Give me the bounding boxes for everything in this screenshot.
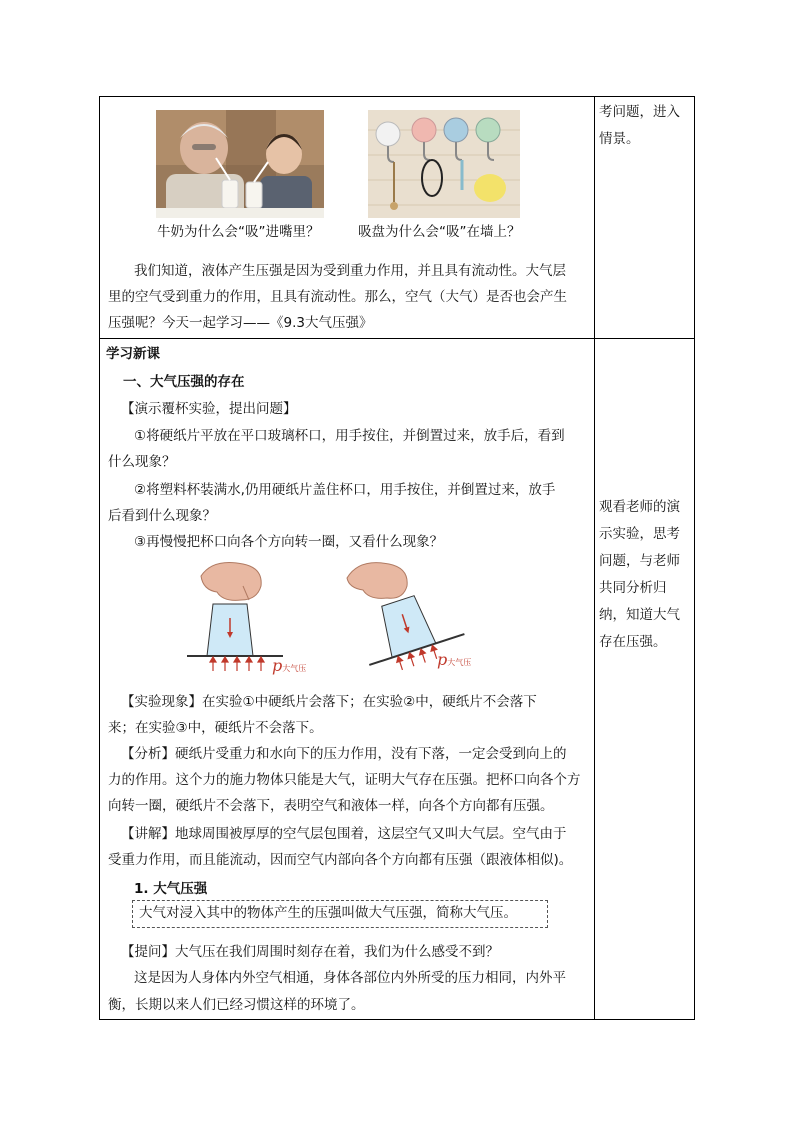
- step-1-line-1: ①将硬纸片平放在平口玻璃杯口，用手按住，并倒置过来，放手后，看到: [134, 428, 565, 444]
- column-divider: [594, 96, 595, 1020]
- point-title: 1. 大气压强: [134, 881, 208, 897]
- lecture-line-2: 受重力作用，而且能流动，因而空气内部向各个方向都有压强（跟液体相似)。: [108, 852, 573, 868]
- table-border-bottom: [99, 1019, 695, 1020]
- step-2-line-1: ②将塑料杯装满水,仍用硬纸片盖住杯口，用手按住，并倒置过来，放手: [134, 482, 556, 498]
- phenomenon-line-2: 来；在实验③中，硬纸片不会落下。: [108, 720, 323, 736]
- side-note-2-line-6: 存在压强。: [599, 634, 667, 650]
- milk-straw-photo: [156, 110, 324, 218]
- step-3: ③再慢慢把杯口向各个方向转一圈，又看什么现象？: [134, 534, 444, 550]
- side-note-2-line-4: 共同分析归: [599, 580, 667, 596]
- table-border-top: [99, 96, 695, 97]
- intro-line-2: 里的空气受到重力的作用，且具有流动性。那么，空气（大气）是否也会产生: [108, 289, 567, 305]
- side-note-2-line-2: 示实验，思考: [599, 526, 680, 542]
- side-note-2-line-3: 问题，与老师: [599, 553, 680, 569]
- caption-milk: 牛奶为什么会“吸”进嘴里？: [157, 224, 320, 240]
- pressure-subscript: 大气压: [447, 658, 472, 667]
- question-line: 【提问】大气压在我们周围时刻存在着，我们为什么感受不到？: [121, 944, 499, 960]
- table-border-right: [694, 96, 695, 1020]
- step-2-line-2: 后看到什么现象？: [108, 508, 216, 524]
- analysis-line-3: 向转一圈，硬纸片不会落下，表明空气和液体一样，向各个方向都有压强。: [108, 798, 554, 814]
- answer-line-2: 衡，长期以来人们已经习惯这样的环境了。: [108, 997, 365, 1013]
- pressure-subscript: 大气压: [282, 664, 307, 673]
- atmospheric-pressure-label-left: [272, 656, 306, 675]
- atmospheric-pressure-label-right: [437, 650, 471, 669]
- intro-line-3: 压强呢？今天一起学习——《9.3大气压强》: [108, 315, 373, 331]
- lesson-table: [99, 96, 695, 1020]
- analysis-line-2: 力的作用。这个力的施力物体只能是大气，证明大气存在压强。把杯口向各个方: [108, 772, 581, 788]
- phenomenon-line-1: 【实验现象】在实验①中硬纸片会落下；在实验②中，硬纸片不会落下: [121, 694, 537, 710]
- definition-text: 大气对浸入其中的物体产生的压强叫做大气压强，简称大气压。: [139, 905, 517, 921]
- row-divider: [99, 338, 695, 339]
- pressure-symbol: p: [437, 650, 448, 669]
- table-border-left: [99, 96, 100, 1020]
- side-note-1-line-2: 情景。: [599, 131, 640, 147]
- side-note-1-line-1: 考问题，进入: [599, 104, 680, 120]
- step-1-line-2: 什么现象？: [108, 454, 176, 470]
- intro-line-1: 我们知道，液体产生压强是因为受到重力作用，并且具有流动性。大气层: [134, 263, 566, 279]
- answer-line-1: 这是因为人身体内外空气相通，身体各部位内外所受的压力相同，内外平: [134, 970, 566, 986]
- suction-hooks-photo: [368, 110, 520, 218]
- pressure-symbol: p: [272, 656, 283, 675]
- caption-suction-hook: 吸盘为什么会“吸”在墙上？: [358, 224, 521, 240]
- lecture-line-1: 【讲解】地球周围被厚厚的空气层包围着，这层空气又叫大气层。空气由于: [121, 826, 567, 842]
- section-title: 学习新课: [106, 346, 160, 362]
- subsection-title: 一、大气压强的存在: [123, 374, 245, 390]
- side-note-2-line-1: 观看老师的演: [599, 499, 680, 515]
- analysis-line-1: 【分析】硬纸片受重力和水向下的压力作用，没有下落，一定会受到向上的: [121, 746, 567, 762]
- side-note-2-line-5: 纳，知道大气: [599, 607, 680, 623]
- demo-heading: 【演示覆杯实验，提出问题】: [121, 401, 297, 417]
